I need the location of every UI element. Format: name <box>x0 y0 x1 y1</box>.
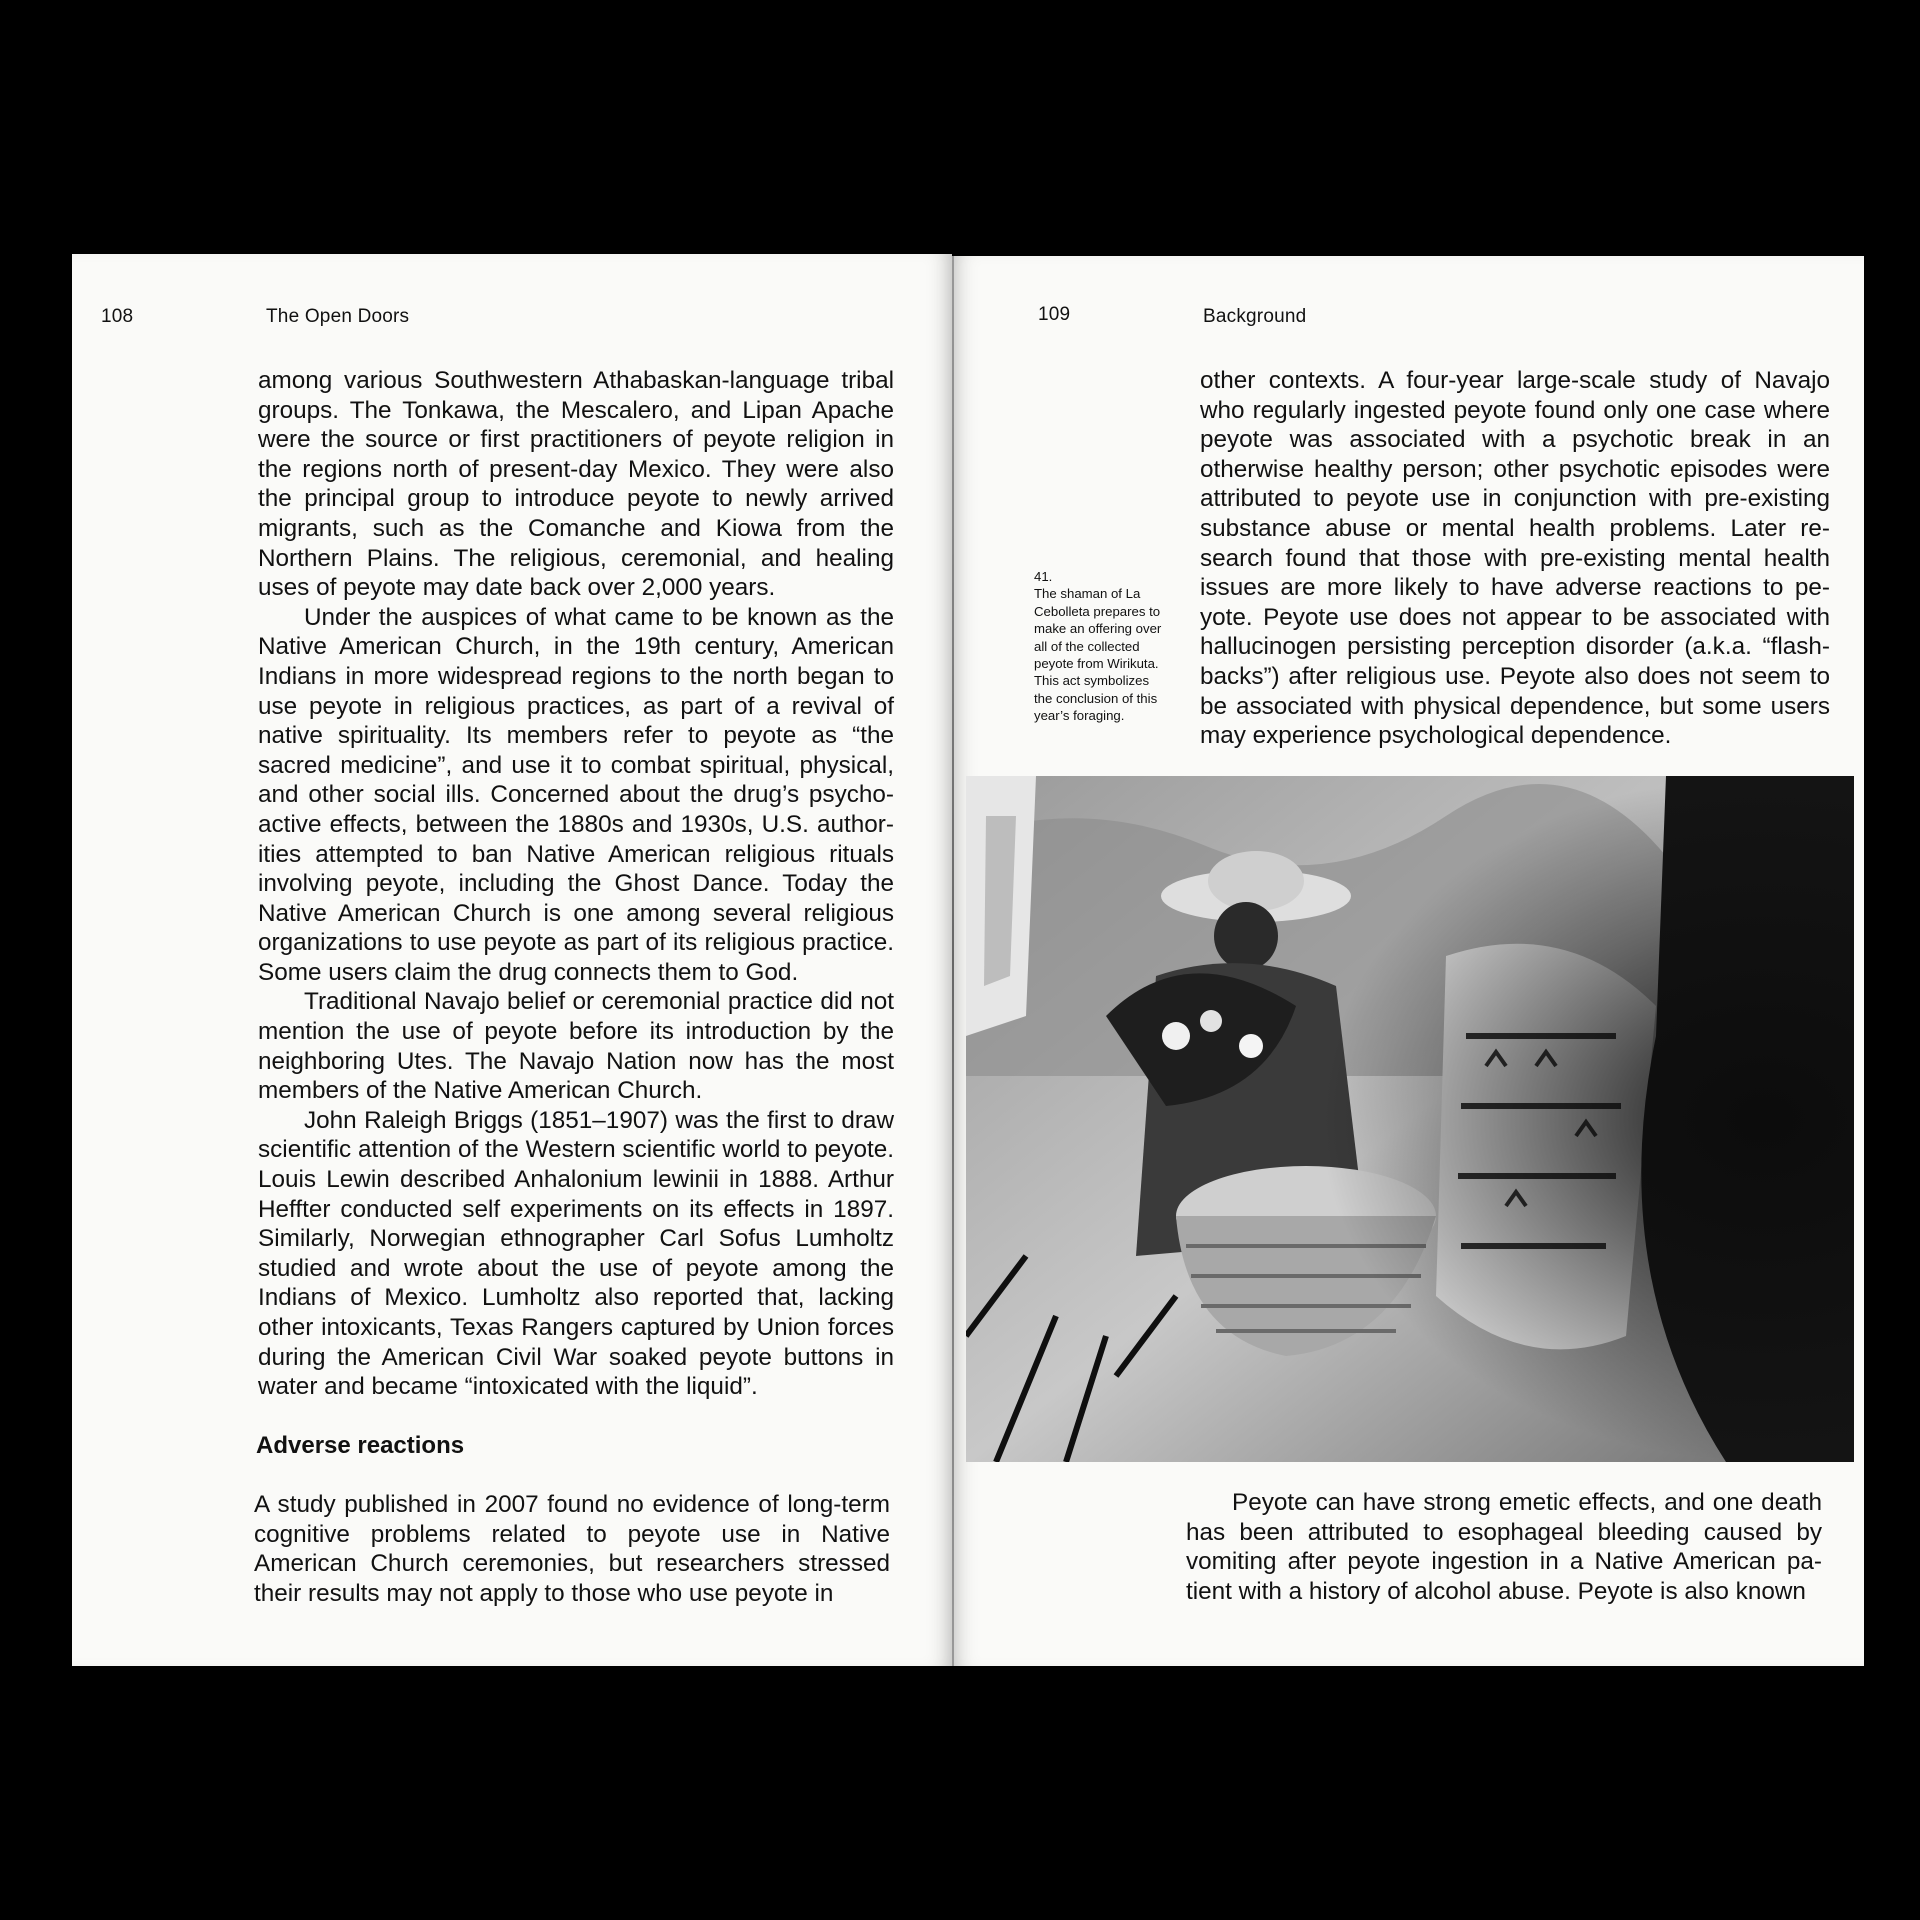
paragraph: Under the auspices of what came to be known as the Native American Church, in the 19th century, American Indians in more widespread regions to the north began to use peyote in religious practices, as part of a revival of native spirituality. Its members refer to peyote as “the sacred medicine”, and use it to combat spiritual, physical, and other social ills. Concerned about the drug’s psychoactive effects, between the 1880s and 1930s, U.S. authorities attempted to ban Native American religious rituals involving peyote, including the Ghost Dance. Today the Native American Church is one among several religious organizations to use peyote as part of its religious practice. Some users claim the drug connects them to God. <box>258 603 894 986</box>
running-head-left: The Open Doors <box>266 306 410 327</box>
book-spine <box>952 256 954 1666</box>
photo-illustration <box>966 776 1854 1462</box>
right-top-text <box>1200 366 1830 751</box>
right-bottom-text <box>1186 1488 1822 1606</box>
running-head-right: Background <box>1203 306 1307 327</box>
figure-caption <box>1034 568 1170 725</box>
paragraph: A study published in 2007 found no evidence of long-term cognitive problems related to peyote use in Native American Church ceremonies, but researchers stressed their results may not apply to those who use peyote in <box>254 1491 890 1607</box>
paragraph: Peyote can have strong emetic effects, and one death has been attributed to esophageal bleeding caused by vomiting after peyote ingestion in a Native American patient with a history of alcohol abuse. Peyote is also known <box>1186 1489 1822 1605</box>
caption-text: The shaman of La Cebolleta prepares to make an offering over all of the collected peyote from Wirikuta. This act symbolizes the conclusion of this year’s foraging. <box>1034 586 1162 724</box>
page-number-right: 109 <box>1038 304 1071 325</box>
photograph-icon <box>966 776 1854 1462</box>
left-section-text <box>254 1490 890 1608</box>
left-body-text <box>258 366 894 1402</box>
paragraph: John Raleigh Briggs (1851–1907) was the first to draw scientific attention of the Western scientific world to peyote. Louis Lewin described Anhalonium lewinii in 1888. Arthur Heffter conducted self experiments on its effects in 1897. Similarly, Norwegian ethnographer Carl Sofus Lumholtz studied and wrote about the use of peyote among the Indians of Mexico. Lumholtz also reported that, lacking other intoxicants, Texas Rangers captured by Union forces during the American Civil War soaked peyote buttons in water and became “intoxicated with the liquid”. <box>258 1106 894 1401</box>
figure-number: 41. <box>1034 569 1053 584</box>
paragraph: Traditional Navajo belief or ceremonial practice did not mention the use of peyote before its introduction by the neighboring Utes. The Navajo Nation now has the most members of the Native American Church. <box>258 988 894 1105</box>
paragraph: among various Southwestern Athabaskan-language tribal groups. The Tonkawa, the Mescalero, and Lipan Apache were the source or first practitioners of peyote religion in the regions north of present-day Mexico. They were also the principal group to introduce peyote to newly arrived migrants, such as the Comanche and Kiowa from the Northern Plains. The religious, ceremonial, and healing uses of peyote may date back over 2,000 years. <box>258 367 894 602</box>
paragraph: other contexts. A four-year large-scale study of Navajo who regularly ingested peyote found only one case where peyote was associated with a psychotic break in an otherwise healthy person; other psychotic episodes were attributed to peyote use in conjunction with pre-existing substance abuse or mental health problems. Later research found that those with pre-existing mental health issues are more likely to have adverse reactions to peyote. Peyote use does not appear to be associated with hallucinogen persisting perception disorder (a.k.a. “flashbacks”) after religious use. Peyote also does not seem to be associated with physical dependence, but some users may experience psychological dependence. <box>1200 367 1830 750</box>
page-number-left: 108 <box>101 306 134 327</box>
section-heading: Adverse reactions <box>256 1432 465 1459</box>
